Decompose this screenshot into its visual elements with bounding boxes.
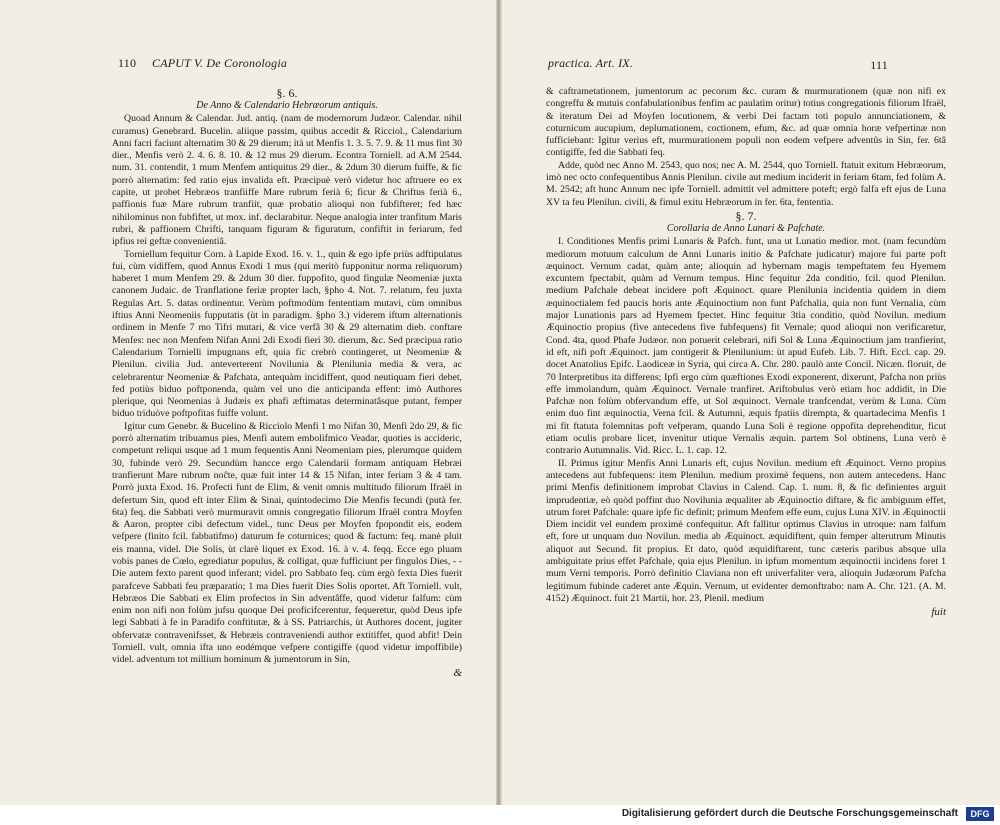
funding-credit: Digitalisierung gefördert durch die Deutsche Forschungsgemeinschaft — [621, 808, 958, 819]
catchword: & — [453, 667, 462, 680]
running-head-right — [548, 56, 888, 74]
paragraph: I. Conditiones Menfis primi Lunaris & Pafch. funt, una ut Lunatio medior. mot. (nam fecundùm mediorum motuum calculum de Anni Lunaris initio & Pafchate judicatur) majore fui parte poft æquinoct. Vernum cadat, quàm ante; alioquin ad hybernam magis tempeftatem feu Hyemem excuntem fpectabit, quàm ad Vernum tempus. Hinc fequitur 2da conditio, fcil. quod Plenilun. medium Pafchale debeat incidere poft Æquinoct. quare Plenilunia incidentia quidem in diem æquinoctialem fed paucis horis ante Æquinoctium non funt Pafchalia, quia non funt Vernalia, cùm major Lunationis pars ad Hyemem fpectet. Hinc fequitur 3tia conditio, quòd Novilun. medium Æquinoctio propius (five antecedens five fubfequens) fit Vernale; quod alioqui non verificaretur, Cond. 4ta, quod Phafe Judæor. non potuerit celebrari, nifi Sol & Luna Æquinoctium jam tranfierint, id eft, nifi poft Æquinoct. jam contigerit & Plenilunium: ùt apud Eufeb. Lib. 7. Hift. Eccl. cap. 29. docet Anatolius Epifc. Laodiceæ in Syria, qui circa A. Chr. 280. paulò ante Concil. Nicæn. floruit, de 70 Interpretibus ita differens; Ipfi ergo cùm quæftiones Exodi exponerent, dixerunt, Pafcha non priùs effe immolandum, quàm Æquinoct. Vernale tranfiret. Ariftobulus verò etiam hoc addidit, in Die Pafchæ non folùm obfervandum effe, ut Sol æquinoct. Vernale tranfcendat, verùm & Luna. Cùm enim duo fint æquinoctia, Verna fcil. & Autumni, æquis fpatiis dirempta, & quartadecima Menfis 1 mi fit ftatuta folemnitas poft vefperam, quando Luna Soli è regione oppofita deprehenditur, ficut etiam oculis probare licet, invenitur utique Vernalis æquin. partem Sol obtinens, Luna verò è contrario Autumnalis. Vid. Ricc. L. 1. cap. 12. — [546, 236, 946, 457]
paragraph: Quoad Annum & Calendar. Jud. antiq. (nam de modernorum Judæor. Calendar. nihil curamus) Genebrard. Bucelin. aliique passim, quibus accedit & Ricciol., Calendarium Anni facri faciunt alternatim 30 & 29 dierum; ità ut Menfis 1. 3. 5. 7. 9. & 11 mus fint 30 dier., Menfis verò 2. 4. 6. 8. 10. & 12 mus 29 dierum. Econtra Torniell. ad A.M 2544. num. 31. contendit, 1 mum Menfem antiquitus 29 dier., & 2dum 30 dierum fuiffe, & fic porrò alternatim: fed ratio ejus invalida eft. Præcipuè verò videtur hoc aftruere eo ex capite, ut probet Hebræos tranfiiffe Mare rubrum ferià 6; ficur & Chriftus ferià 6., paffionis fuæ Mare rubrum tranfiit, quæ probatio alioqui non fubfifteret; fed hæc nihilominus non fubfiftet, ut mox. inf. declarabitur. Neque analogia inter tranfitum Maris rubri, & paffionem Chrifti, tanquam figuram & figuratum, confiftit in feriarum, fed ipfius rei geftæ convenientiâ. — [112, 113, 462, 248]
running-title-right: practica. Art. IX. — [548, 56, 634, 70]
right-page — [502, 0, 1000, 805]
running-title-left: CAPUT V. De Coronologia — [152, 56, 288, 70]
catchword-row — [112, 667, 462, 680]
running-head-left — [118, 56, 456, 74]
section-number: §. 6. — [276, 86, 298, 100]
catchword-row — [546, 605, 946, 618]
paragraph: Torniellum fequitur Corn. à Lapide Exod. 16. v. 1., quin & ego ipfe priùs adftipulatus fui, cùm vidiffem, quod Annus Exodi 1 mus (qui meritò fupponitur norma reliquorum) haberet 1 mum Menfem 29. & 2dum 30 dier. fuppofito, quod fingulæ Neomeniæ juxta canonem Judaic. de Tranflatione feriæ propter lach, §pho 4. Not. 7. relatum, feu juxta Regulas Art. 5. datas ordinentur. Verùm poftmodùm fententiam mutavi, cùm omnibus iftius Anni Neomeniis fupputatis (ùt in paradigm. §pho 3.) viderem iftum alternationis ordinem in Menfe 7 mo Tifri mutari, & vice verfâ 30 & 29 alternatim dieb. conftare Menfes: nec non Menfem Nifan Anni 2di Exodi fieri 30. dierum, &c. Sed præcipua ratio Calendarium Tornielli impugnans eft, quia fic crebrò contingeret, ut Neomeniæ & Plenilun. civilia Jud. anteverterent Novilunia & Plenilunia media & vera, ac celebrarentur Neomeniæ & Pafchata, antequàm incidiffent, quod neutiquam fieri debet, fed potiùs biduo poftponenda, quàm vel uno die anticipanda effent: imò Authores plerique, qui Neomenias à Judæis ex phafi æftimatas determinatâsque putant, femper biduo triduòve poftpofitas fuiffe volunt. — [112, 248, 462, 420]
paragraph: & caftrametationem, jumentorum ac pecorum &c. curam & murmurationem (quæ non nifi ex congreffu & mutuis confabulationibus fenfim ac paulatim oritur) totius congregationis filiorum Ifraël, & iteratum Dei ad Moyfen locutionem, & verbi Dei factam toti populo annunciationem, & coturnicum aucupium, deplumationem, coctionem, efum, &c. ad quæ omnia horæ vefpertinæ non fufficiebant: Igitur verius eft, murmurationem populi non eodem vefpere adventûs in Sin, fer. 6tâ contigiffe, fed die Sabbati feq. — [546, 86, 946, 159]
catchword: fuit — [931, 605, 946, 618]
footer-bar — [0, 805, 1000, 825]
dfg-logo: DFG — [966, 807, 994, 821]
paragraph: Adde, quòd nec Anno M. 2543, quo nos; nec A. M. 2544, quo Torniell. ftatuit exitum Hebræorum, imò nec octo confequentibus Annis Plenilun. civile aut medium inciderit in feriam 6tam, fed folùm A. M. 2542; aft hunc Annum nec ipfe Torniell. admittit vel admittere poteft; ergò falfa eft ejus de Luna XV ta feu Plenilun. civili, & fimul exitu Hebræorum in fer. 6ta, fententia. — [546, 159, 946, 208]
right-text-block — [546, 86, 946, 618]
page-number-left: 110 — [118, 56, 137, 70]
section-heading: Corollaria de Anno Lunari & Pafchate. — [666, 222, 826, 234]
left-page — [0, 0, 496, 805]
paragraph: Igitur cum Genebr. & Bucelino & Ricciolo Menfi 1 mo Nifan 30, Menfi 2do 29, & fic porrò alternatim tribuamus pies, Menfi autem embolifmico Veadar, quoties is accideric, competunt reliqui usque ad 1 mum fequentis Anni Neomeniam pies, plerumque quidem 30, fubinde verò 29. Secundùm hancce ergo Calendarii formam antiquam Hebræi tranfierunt Mare rubrum noĉte, quæ fuit inter 14 & 15 Nifan, inter feriam 3 & 4 tam. Porrò juxta Exod. 16. Profecti funt de Elim, & venit omnis multitudo filiorum Ifraël in defertum Sin, quod eft inter Elim & Sinai, quintodecimo Die Menfis fecundi (putà fer. 6ta) feq. die Sabbati verò murmuravit omnis congregatio filiorum Ifraël contra Moyfen & Aaron, propter cibi defectum videl., tunc Deus per Moyfen fpopondit eis, eodem vefpere (finito fcil. fabbatifmo) daturum fe coturnices; quod & factum: feq. manè pluit eis manna, videl. Die Solis, ùt clarè liquet ex Exod. 16. à v. 4. feqq. Ecce ego pluam vobis panes de Cœlo, egrediatur populus, & colligat, quæ fufficiunt per fingulos Dies, - - Die autem fexto parent quod inferant; videl. pro Sabbato feq. cùm ergò fexta Dies fuerit parafceve Sabbati feu præparatio; 1 ma Dies fuerit Dies Solis oportet. Aft Torniell. vult, Hebræos Die Sabbati ex Elim profectos in Sin adventâffe, quod videtur falfum: cùm enim non nifi non folùm jufsu quoque Dei proficifcerentur, fequeretur, quòd Deus ipfe legi Sabbati à fe in Paradifo conftitutæ, & à SS. Patriarchis, ùt Authores docent, jugiter obfervatæ contravenifsset, & Hebræis contraveniendi author extitiffet, quod abfit! Dein Torniell. vult, omnia ifta uno eodémque vefpere contigiffe (quod videtur impoffibile) videl. adventum tot millium hominum & jumentorum in Sin, — [112, 420, 462, 666]
section-heading: De Anno & Calendario Hebræorum antiquis. — [196, 100, 378, 111]
left-text-block — [112, 86, 462, 680]
section-number: §. 7. — [735, 208, 757, 223]
paragraph: II. Primus igitur Menfis Anni Lunaris eft, cujus Novilun. medium eft Æquinoct. Verno propius antecedens aut fubfequens: item Plenilun. medium proximè fequens, non autem antecedens. Hanc primi Menfis definitionem improbat Clavius in Calend. Cap. 1. num. 8, & fic definientes arguit imprudentiæ, eò quòd poffint duo Novilunia æqualiter ab Æquinoctio diftare, & fic ambiguum effet, utrum foret Pafchale: quare ipfe fic definit; primum Menfem effe eum, cujus Luna XIV. in Æquinoctii Diem incidit vel eundem proximè confequitur. Aft fallitur optimus Clavius in utroque: nam falfum eft, fore ut unquam duo Novilun. media ab Æquinoct. æquidiftent, quin femper alterutrum Minutis aliquot aut Secund. fit propius. Et dato, quòd æquidiftarent, tunc cæteris paribus absque ulla ambiguitate prius effet Pafchale, quia ejus Plenilun. in ipfum momentum æquinoctii incidens foret 1 mum Verni temporis. Porrò definitio Claviana non eft univerfaliter vera, alioquin Judæorum Pafcha legitimum fubinde caderet ante Æquin. Vernum, ut evidenter demonftrabo: nam A. Chr. 121. (A. M. 4152) Æquinoct. fuit 21 Martii, hor. 23, Plenil. medium — [546, 457, 946, 604]
page-number-right: 111 — [870, 58, 888, 72]
